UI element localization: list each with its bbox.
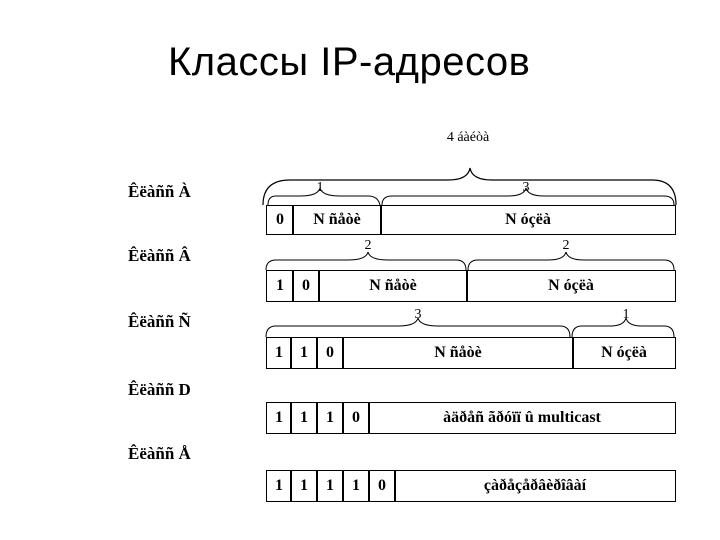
bit-cell: 0 (368, 470, 396, 502)
brace-label: 3 (522, 180, 530, 195)
page-title: Классы IP-адресов (168, 40, 531, 84)
bit-cell: 0 (266, 205, 294, 235)
bit-cell: 1 (266, 402, 292, 434)
network-field: N ñåòè (318, 270, 468, 302)
class-c-label: Êëàññ Ñ (128, 312, 191, 331)
bit-cell: 1 (290, 337, 318, 369)
host-field: N óçëà (572, 337, 676, 369)
class-d-label: Êëàññ D (128, 380, 191, 399)
bit-cell: 0 (316, 337, 344, 369)
bit-cell: 1 (266, 470, 292, 502)
brace-b-network (266, 252, 466, 270)
brace-label: 3 (414, 307, 422, 322)
class-e-label: Êëàññ Å (128, 444, 191, 463)
reserved-field: çàðåçåðâèðîâàí (394, 470, 676, 502)
bit-cell: 1 (316, 470, 344, 502)
network-field: N ñåòè (292, 205, 382, 235)
brace-b-host (468, 252, 674, 270)
bit-cell: 0 (342, 402, 370, 434)
multicast-field: àäðåñ ãðóïï û multicast (368, 402, 676, 434)
bit-cell: 1 (266, 270, 294, 302)
brace-label: 1 (316, 180, 324, 195)
class-a-label: Êëàññ À (128, 182, 191, 201)
bit-cell: 1 (290, 470, 318, 502)
brace-label: 1 (622, 307, 630, 322)
total-bytes-label: 4 áàéòà (446, 130, 490, 145)
bit-cell: 1 (342, 470, 370, 502)
bit-cell: 1 (316, 402, 344, 434)
bit-cell: 1 (290, 402, 318, 434)
bit-cell: 1 (266, 337, 292, 369)
brace-label: 2 (364, 238, 372, 253)
network-field: N ñåòè (342, 337, 574, 369)
class-b-label: Êëàññ Â (128, 246, 191, 265)
host-field: N óçëà (380, 205, 676, 235)
host-field: N óçëà (466, 270, 676, 302)
brace-label: 2 (562, 238, 570, 253)
bit-cell: 0 (292, 270, 320, 302)
